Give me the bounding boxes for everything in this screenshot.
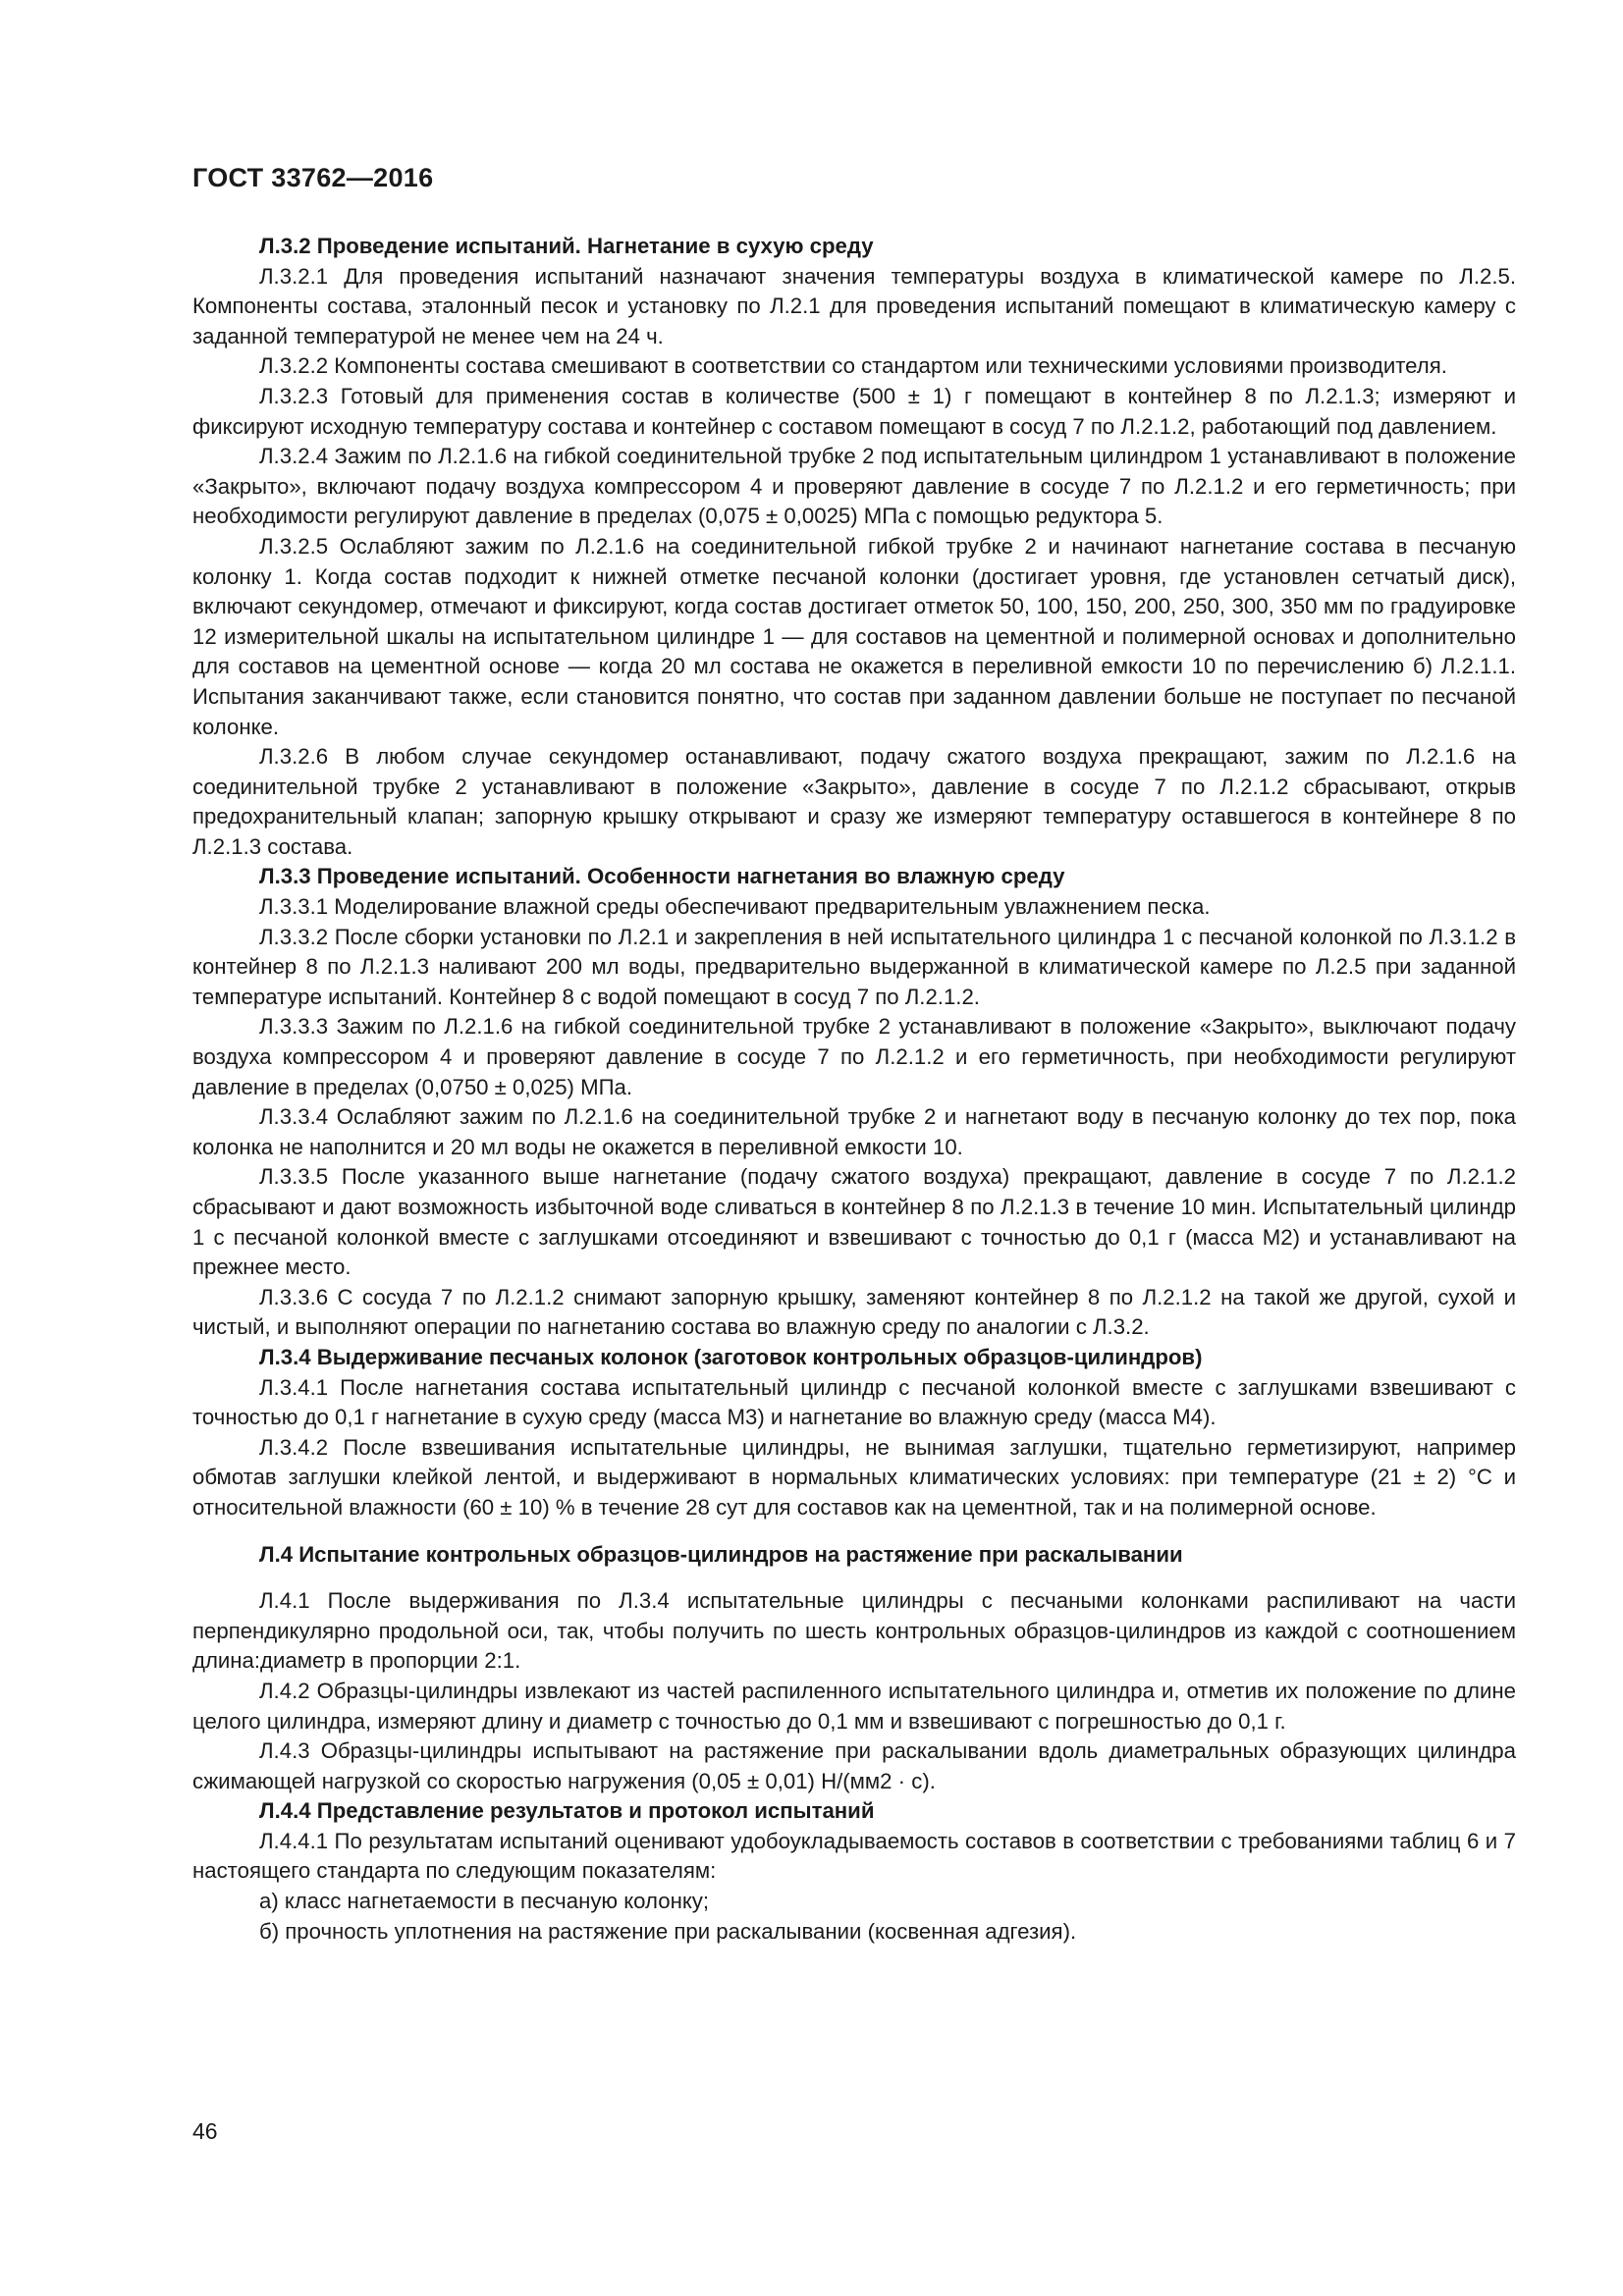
section-heading-l4: Л.4 Испытание контрольных образцов-цилиндров на растяжение при раскалывании [259, 1541, 1183, 1567]
paragraph-l342: Л.3.4.2 После взвешивания испытательные цилиндры, не вынимая заглушки, тщательно герметизируют, например обмотав заглушки клейкой лентой, и выдерживают в нормальных климатических условиях: при температуре (21 ± 2) °С и относительной влажности (60 ± 10) % в течение 28 сут для составов как на цементной, так и на полимерной основе. [192, 1434, 1516, 1520]
paragraph-l332: Л.3.3.2 После сборки установки по Л.2.1 и закрепления в ней испытательного цилиндра 1 с песчаной колонкой по Л.3.1.2 в контейнер 8 по Л.2.1.3 наливают 200 мл воды, предварительно выдержанной в климатической камере по Л.2.5 при заданной температуре испытаний. Контейнер 8 с водой помещают в сосуд 7 по Л.2.1.2. [192, 924, 1516, 1009]
paragraph-l325: Л.3.2.5 Ослабляют зажим по Л.2.1.6 на соединительной гибкой трубке 2 и начинают нагнетание состава в песчаную колонку 1. Когда состав подходит к нижней отметке песчаной колонки (достигает уровня, где установлен сетчатый диск), включают секундомер, отмечают и фиксируют, когда состав достигает отметок 50, 100, 150, 200, 250, 300, 350 мм по градуировке 12 измерительной шкалы на испытательном цилиндре 1 — для составов на цементной и полимерной основах и дополнительно для составов на цементной основе — когда 20 мл состава не окажется в переливной емкости 10 по перечислению б) Л.2.1.1. Испытания заканчивают также, если становится понятно, что состав при заданном давлении больше не поступает по песчаной колонке. [192, 533, 1516, 739]
section-heading-l44: Л.4.4 Представление результатов и протокол испытаний [259, 1798, 875, 1824]
document-body [192, 232, 1516, 1947]
paragraph-l441: Л.4.4.1 По результатам испытаний оценивают удобоукладываемость составов в соответствии с требованиями таблиц 6 и 7 настоящего стандарта по следующим показателям: [192, 1828, 1516, 1884]
list-item-b: б) прочность уплотнения на растяжение при раскалывании (косвенная адгезия). [259, 1918, 1077, 1944]
page-number: 46 [192, 2118, 218, 2144]
paragraph-l341: Л.3.4.1 После нагнетания состава испытательный цилиндр с песчаной колонкой вместе с заглушками взвешивают с точностью до 0,1 г нагнетание в сухую среду (масса M3) и нагнетание во влажную среду (масса M4). [192, 1374, 1516, 1430]
paragraph-l324: Л.3.2.4 Зажим по Л.2.1.6 на гибкой соединительной трубке 2 под испытательным цилиндром 1 устанавливают в положение «Закрыто», включают подачу воздуха компрессором 4 и проверяют давление в сосуде 7 по Л.2.1.2 и его герметичность; при необходимости регулируют давление в пределах (0,075 ± 0,0025) МПа с помощью редуктора 5. [192, 444, 1516, 529]
section-heading-l32: Л.3.2 Проведение испытаний. Нагнетание в сухую среду [259, 234, 874, 258]
paragraph-l335: Л.3.3.5 После указанного выше нагнетание (подачу сжатого воздуха) прекращают, давление в сосуде 7 по Л.2.1.2 сбрасывают и дают возможность избыточной воде сливаться в контейнер 8 по Л.2.1.3 в течение 10 мин. Испытательный цилиндр 1 с песчаной колонкой вместе с заглушками отсоединяют и взвешивают с точностью до 0,1 г (масса M2) и устанавливают на прежнее место. [192, 1164, 1516, 1280]
paragraph-l333: Л.3.3.3 Зажим по Л.2.1.6 на гибкой соединительной трубке 2 устанавливают в положение «Закрыто», выключают подачу воздуха компрессором 4 и проверяют давление в сосуде 7 по Л.2.1.2 и его герметичность, при необходимости регулируют давление в пределах (0,0750 ± 0,025) МПа. [192, 1014, 1516, 1099]
list-item-a: а) класс нагнетаемости в песчаную колонку; [259, 1889, 710, 1914]
section-heading-l34: Л.3.4 Выдерживание песчаных колонок (заготовок контрольных образцов-цилиндров) [259, 1344, 1203, 1369]
paragraph-l43: Л.4.3 Образцы-цилиндры испытывают на растяжение при раскалывании вдоль диаметральных образующих цилиндра сжимающей нагрузкой со скоростью нагружения (0,05 ± 0,01) Н/(мм2 · с). [192, 1738, 1516, 1793]
paragraph-l42: Л.4.2 Образцы-цилиндры извлекают из частей распиленного испытательного цилиндра и, отметив их положение по длине целого цилиндра, измеряют длину и диаметр с точностью до 0,1 мм и взвешивают с погрешностью до 0,1 г. [192, 1678, 1516, 1734]
paragraph-l322: Л.3.2.2 Компоненты состава смешивают в соответствии со стандартом или техническими условиями производителя. [259, 353, 1447, 379]
paragraph-l331: Л.3.3.1 Моделирование влажной среды обеспечивают предварительным увлажнением песка. [259, 894, 1211, 920]
section-heading-l33: Л.3.3 Проведение испытаний. Особенности нагнетания во влажную среду [259, 864, 1065, 889]
paragraph-l326: Л.3.2.6 В любом случае секундомер останавливают, подачу сжатого воздуха прекращают, зажим по Л.2.1.6 на соединительной трубке 2 устанавливают в положение «Закрыто», давление в сосуде 7 по Л.2.1.2 сбрасывают, открыв предохранительный клапан; запорную крышку открывают и сразу же измеряют температуру оставшегося в контейнере 8 по Л.2.1.3 состава. [192, 744, 1516, 859]
paragraph-l334: Л.3.3.4 Ослабляют зажим по Л.2.1.6 на соединительной трубке 2 и нагнетают воду в песчаную колонку до тех пор, пока колонка не наполнится и 20 мл воды не окажется в переливной емкости 10. [192, 1104, 1516, 1159]
paragraph-l321: Л.3.2.1 Для проведения испытаний назначают значения температуры воздуха в климатической камере по Л.2.5. Компоненты состава, эталонный песок и установку по Л.2.1 для проведения испытаний помещают в климатическую камеру с заданной температурой не менее чем на 24 ч. [192, 263, 1516, 348]
document-header: ГОСТ 33762—2016 [192, 163, 434, 192]
paragraph-l336: Л.3.3.6 С сосуда 7 по Л.2.1.2 снимают запорную крышку, заменяют контейнер 8 по Л.2.1.2 на такой же другой, сухой и чистый, и выполняют операции по нагнетанию состава во влажную среду по аналогии с Л.3.2. [192, 1284, 1516, 1340]
paragraph-l323: Л.3.2.3 Готовый для применения состав в количестве (500 ± 1) г помещают в контейнер 8 по Л.2.1.3; измеряют и фиксируют исходную температуру состава и контейнер с составом помещают в сосуд 7 по Л.2.1.2, работающий под давлением. [192, 383, 1516, 439]
paragraph-l41: Л.4.1 После выдерживания по Л.3.4 испытательные цилиндры с песчаными колонками распиливают на части перпендикулярно продольной оси, так, чтобы получить по шесть контрольных образцов-цилиндров из каждой с соотношением длина:диаметр в пропорции 2:1. [192, 1588, 1516, 1674]
